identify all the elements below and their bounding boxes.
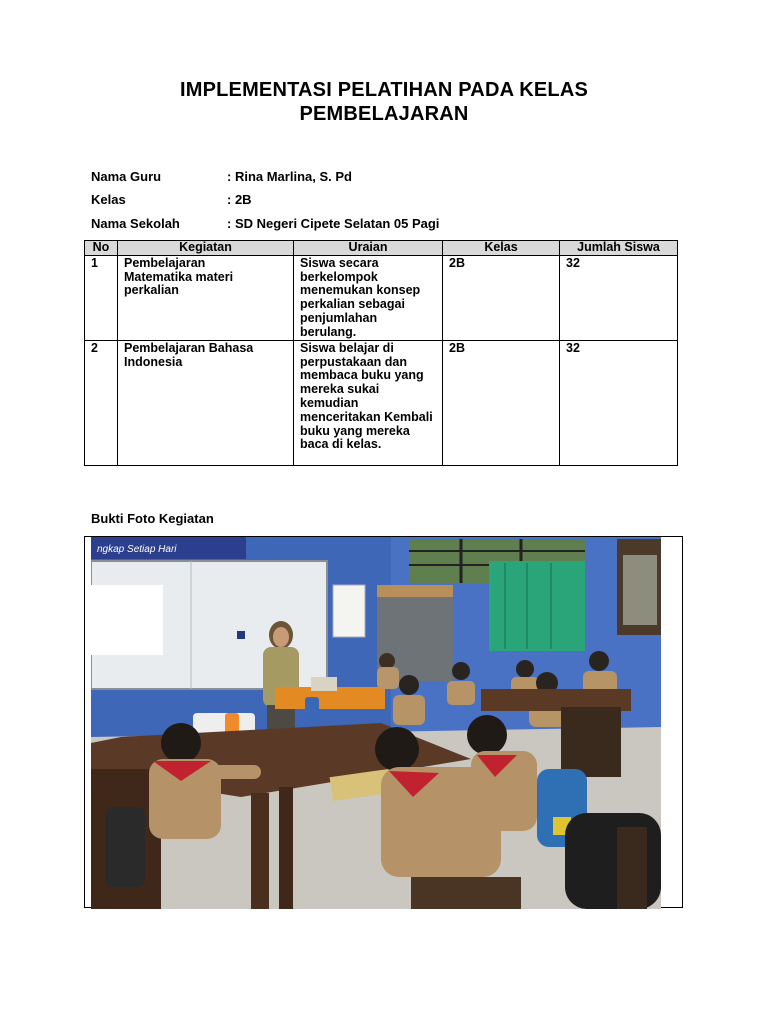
table-row: [85, 255, 678, 340]
banner-text: ngkap Setiap Hari: [97, 544, 177, 555]
info-value: : 2B: [227, 192, 252, 207]
header-jumlah-siswa: Jumlah Siswa: [560, 241, 678, 256]
title-line-2: PEMBELAJARAN: [299, 103, 469, 125]
header-no: No: [85, 241, 118, 256]
info-label: Kelas: [91, 192, 126, 207]
cell-kelas: 2B: [443, 255, 560, 340]
cell-uraian: Siswa belajar di perpustakaan dan membaca buku yang mereka sukai kemudian menceritakan Kembali buku yang mereka baca di kelas.: [294, 340, 443, 465]
cell-uraian: Siswa secara berkelompok menemukan konsep perkalian sebagai penjumlahan berulang.: [294, 255, 443, 340]
document-title: [0, 78, 768, 126]
header-uraian: Uraian: [294, 241, 443, 256]
classroom-photo: [91, 537, 661, 909]
projector-screen: [91, 585, 163, 655]
cell-no: 1: [85, 255, 118, 340]
info-value: : SD Negeri Cipete Selatan 05 Pagi: [227, 216, 440, 231]
cell-no: 2: [85, 340, 118, 465]
cell-jumlah: 32: [560, 255, 678, 340]
photo-section-label: Bukti Foto Kegiatan: [91, 511, 214, 526]
wall-poster: [333, 585, 365, 637]
activity-table: [84, 240, 678, 466]
header-kelas: Kelas: [443, 241, 560, 256]
cell-kegiatan: Pembelajaran Bahasa Indonesia: [118, 340, 294, 465]
table-row: [85, 340, 678, 465]
cell-kegiatan: Pembelajaran Matematika materi perkalian: [118, 255, 294, 340]
cell-kelas: 2B: [443, 340, 560, 465]
curtain: [489, 561, 585, 651]
header-kegiatan: Kegiatan: [118, 241, 294, 256]
info-value: : Rina Marlina, S. Pd: [227, 169, 352, 184]
info-label: Nama Sekolah: [91, 216, 180, 231]
cell-jumlah: 32: [560, 340, 678, 465]
info-label: Nama Guru: [91, 169, 162, 184]
title-line-1: IMPLEMENTASI PELATIHAN PADA KELAS: [179, 79, 589, 101]
photo-frame: [84, 536, 683, 908]
table-header-row: [85, 241, 678, 256]
